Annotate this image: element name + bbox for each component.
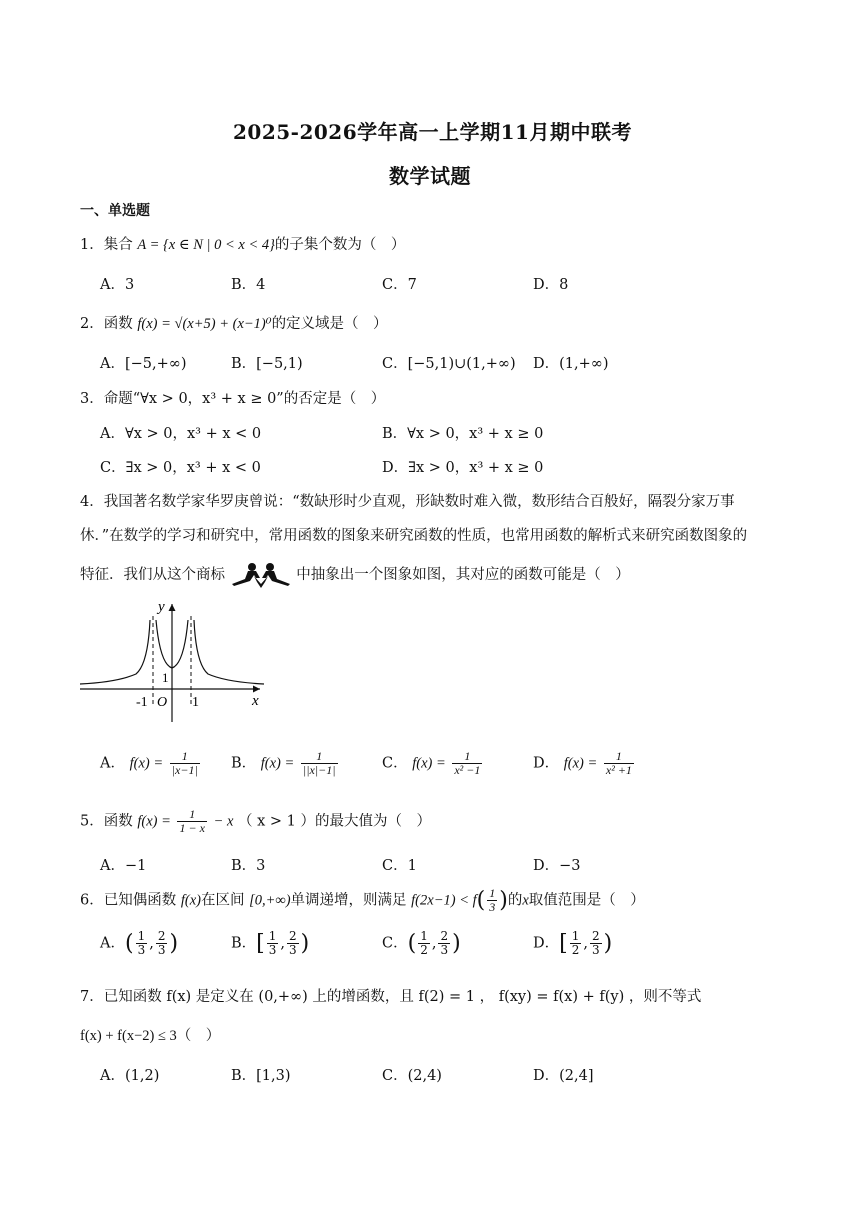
interval: [0,+∞) xyxy=(249,892,291,909)
option-letter: A． xyxy=(100,935,125,952)
question-7-line-1: 7．已知函数 f(x) 是定义在 (0,+∞) 上的增函数，且 f(2) = 1 ， f(xy) = f(x) + f(y) ，则不等式 xyxy=(80,989,702,1005)
question-4-line-1: 4．我国著名数学家华罗庚曾说：“数缺形时少直观，形缺数时难入微，数形结合百般好，隔裂分家万事 xyxy=(80,494,735,510)
fraction-numerator: 1 xyxy=(316,749,323,763)
kappa-logo-icon xyxy=(230,562,292,588)
function-graph xyxy=(78,598,278,738)
fraction-denominator: 3 xyxy=(137,943,146,958)
bracket-left: ( xyxy=(407,931,417,957)
question-number: 6． xyxy=(80,892,104,909)
fraction-denominator: 3 xyxy=(289,943,297,958)
question-text: 的 xyxy=(507,892,523,909)
question-text: 在区间 xyxy=(200,892,245,909)
bracket-right: ) xyxy=(300,931,310,957)
q6-option-a: A．( $\frac{1}{3}$ , $\frac{2}{3}$ ) xyxy=(100,929,179,958)
function-lhs: f(x) = xyxy=(137,813,171,830)
bracket-left: [ xyxy=(559,931,568,957)
q6-option-b: B．[ $\frac{1}{3}$ , $\frac{2}{3}$ ) xyxy=(231,929,310,958)
fraction-denominator: 3 xyxy=(489,900,496,915)
bracket-right: ) xyxy=(603,931,613,957)
q3-option-a: A．∀x > 0，x³ + x < 0 xyxy=(100,426,262,442)
origin-label: O xyxy=(157,695,168,710)
question-5 xyxy=(80,808,431,835)
option-letter: B． xyxy=(231,935,257,952)
question-text: 集合 xyxy=(103,237,133,253)
option-letter: D． xyxy=(533,755,560,772)
fraction-numerator: 1 xyxy=(268,929,277,943)
q7-option-d: D．(2,4] xyxy=(533,1068,594,1084)
q2-option-a: A．[−5,+∞) xyxy=(100,356,187,372)
fraction-denominator: 3 xyxy=(591,943,600,958)
q1-option-b: B．4 xyxy=(231,277,266,293)
q2-option-b: B．[−5,1) xyxy=(231,356,303,372)
curve-left-branch xyxy=(80,620,150,684)
option-letter: B． xyxy=(231,755,257,772)
question-4-line-2: 休．”在数学的学习和研究中，常用函数的图象来研究函数的性质，也常用函数的解析式来研究函数图象的 xyxy=(80,528,748,544)
fraction-denominator: 1 − x xyxy=(179,821,205,836)
bracket-left: ( xyxy=(124,931,134,957)
question-text: 函数 xyxy=(103,316,133,332)
fraction-numerator: 1 xyxy=(137,929,146,943)
fraction-numerator: 1 xyxy=(189,807,196,821)
question-number: 2． xyxy=(80,316,104,332)
function-expression: f(x) = √(x+5) + (x−1)⁰ xyxy=(137,316,272,332)
variable: x xyxy=(522,892,529,909)
function-lhs: f(x) = xyxy=(563,755,598,772)
q3-option-c: C．∃x > 0，x³ + x < 0 xyxy=(100,460,261,476)
curve-right-branch xyxy=(194,620,264,684)
function-lhs: f(x) = xyxy=(129,755,164,772)
x-axis-label: x xyxy=(252,693,259,709)
fraction-denominator: x² −1 xyxy=(454,763,481,778)
q3-option-b: B．∀x > 0，x³ + x ≥ 0 xyxy=(382,426,544,442)
q4-option-b xyxy=(231,750,340,777)
q1-option-d: D．8 xyxy=(533,277,569,293)
q5-option-b: B．3 xyxy=(231,858,266,874)
question-4-line-3 xyxy=(80,562,630,588)
question-text: 的定义域是（ ） xyxy=(271,316,388,332)
question-text: 单调递增，则满足 xyxy=(290,892,407,909)
fraction-numerator: 2 xyxy=(591,929,600,943)
q1-option-a: A．3 xyxy=(100,277,135,293)
fraction-numerator: 1 xyxy=(571,929,580,943)
fraction-numerator: 2 xyxy=(157,929,166,943)
question-text: 取值范围是（ ） xyxy=(528,892,645,909)
fraction-numerator: 1 xyxy=(181,749,188,763)
question-text: 函数 xyxy=(103,813,133,830)
option-letter: C． xyxy=(382,755,408,772)
fraction-denominator: 3 xyxy=(440,943,449,958)
question-text: 中抽象出一个图象如图，其对应的函数可能是（ ） xyxy=(296,567,630,583)
option-letter: C． xyxy=(382,935,408,952)
bracket-right: ) xyxy=(169,931,179,957)
q5-option-a: A．−1 xyxy=(100,858,147,874)
question-number: 1． xyxy=(80,237,104,253)
bracket-right: ) xyxy=(452,931,461,957)
fraction-numerator: 1 xyxy=(489,886,496,900)
fraction-denominator: 3 xyxy=(268,943,277,958)
question-6: 6．已知偶函数 f(x)在区间 [0,+∞)单调递增，则满足 f(2x−1) < f( $\frac{1}{3}$ )的x取值范围是（ ） xyxy=(80,886,645,915)
question-text: 的子集个数为（ ） xyxy=(274,237,406,253)
q7-option-a: A．(1,2) xyxy=(100,1068,160,1084)
q7-option-c: C．(2,4) xyxy=(382,1068,442,1084)
q1-option-c: C．7 xyxy=(382,277,417,293)
fraction-denominator: x² +1 xyxy=(605,763,632,778)
bracket-left: [ xyxy=(256,931,265,957)
function-lhs: f(x) = xyxy=(260,755,295,772)
function-lhs: f(x) = xyxy=(412,755,446,772)
function-symbol: f(x) xyxy=(180,892,201,909)
fraction-numerator: 1 xyxy=(420,929,428,943)
set-expression: A = {x ∈ N | 0 < x < 4} xyxy=(137,237,275,253)
q4-option-a xyxy=(100,750,202,777)
question-3 xyxy=(80,387,385,408)
fraction-numerator: 1 xyxy=(615,749,622,763)
q7-option-b: B．[1,3) xyxy=(231,1068,291,1084)
q5-option-c: C．1 xyxy=(382,858,417,874)
q6-option-d: D．[ $\frac{1}{2}$ , $\frac{2}{3}$ ) xyxy=(533,929,613,958)
question-2 xyxy=(80,312,388,333)
q3-option-d: D．∃x > 0，x³ + x ≥ 0 xyxy=(382,460,544,476)
q4-option-c xyxy=(382,750,484,777)
option-letter: A． xyxy=(100,755,125,772)
question-text: （ x > 1 ）的最大值为（ ） xyxy=(238,813,431,830)
q2-option-d: D．(1,+∞) xyxy=(533,356,609,372)
y-axis-label: y xyxy=(158,599,165,615)
question-number: 3． xyxy=(80,391,104,407)
inequality: f(2x−1) < f xyxy=(411,892,477,909)
fraction-denominator: ||x|−1| xyxy=(302,763,336,778)
neg-one-label: -1 xyxy=(136,695,148,710)
fraction-numerator: 1 xyxy=(464,749,471,763)
pos-one-label: 1 xyxy=(192,695,199,710)
question-7-line-2: f(x) + f(x−2) ≤ 3（ ） xyxy=(80,1028,221,1044)
question-text: 已知偶函数 xyxy=(103,892,177,909)
exam-title: 2025-2026学年高一上学期11月期中联考 xyxy=(233,120,632,144)
question-text: 命题“∀x > 0，x³ + x ≥ 0”的否定是（ ） xyxy=(103,391,386,407)
q2-option-c: C．[−5,1)∪(1,+∞) xyxy=(382,356,516,372)
option-letter: D． xyxy=(533,935,560,952)
function-rest: − x xyxy=(213,813,234,830)
exam-subtitle: 数学试题 xyxy=(389,164,471,188)
fraction-denominator: 2 xyxy=(571,943,580,958)
q5-option-d: D．−3 xyxy=(533,858,581,874)
question-1 xyxy=(80,233,405,254)
fraction-denominator: 2 xyxy=(420,943,428,958)
question-number: 5． xyxy=(80,813,104,830)
fraction-numerator: 2 xyxy=(289,929,297,943)
fraction-denominator: |x−1| xyxy=(171,763,198,778)
y-one-label: 1 xyxy=(162,670,169,685)
fraction-numerator: 2 xyxy=(440,929,449,943)
question-text: 特征．我们从这个商标 xyxy=(80,567,225,583)
q4-option-d xyxy=(533,750,636,777)
q6-option-c: C．( $\frac{1}{2}$ , $\frac{2}{3}$ ) xyxy=(382,929,461,958)
section-heading: 一、单选题 xyxy=(80,203,150,219)
fraction-denominator: 3 xyxy=(157,943,166,958)
